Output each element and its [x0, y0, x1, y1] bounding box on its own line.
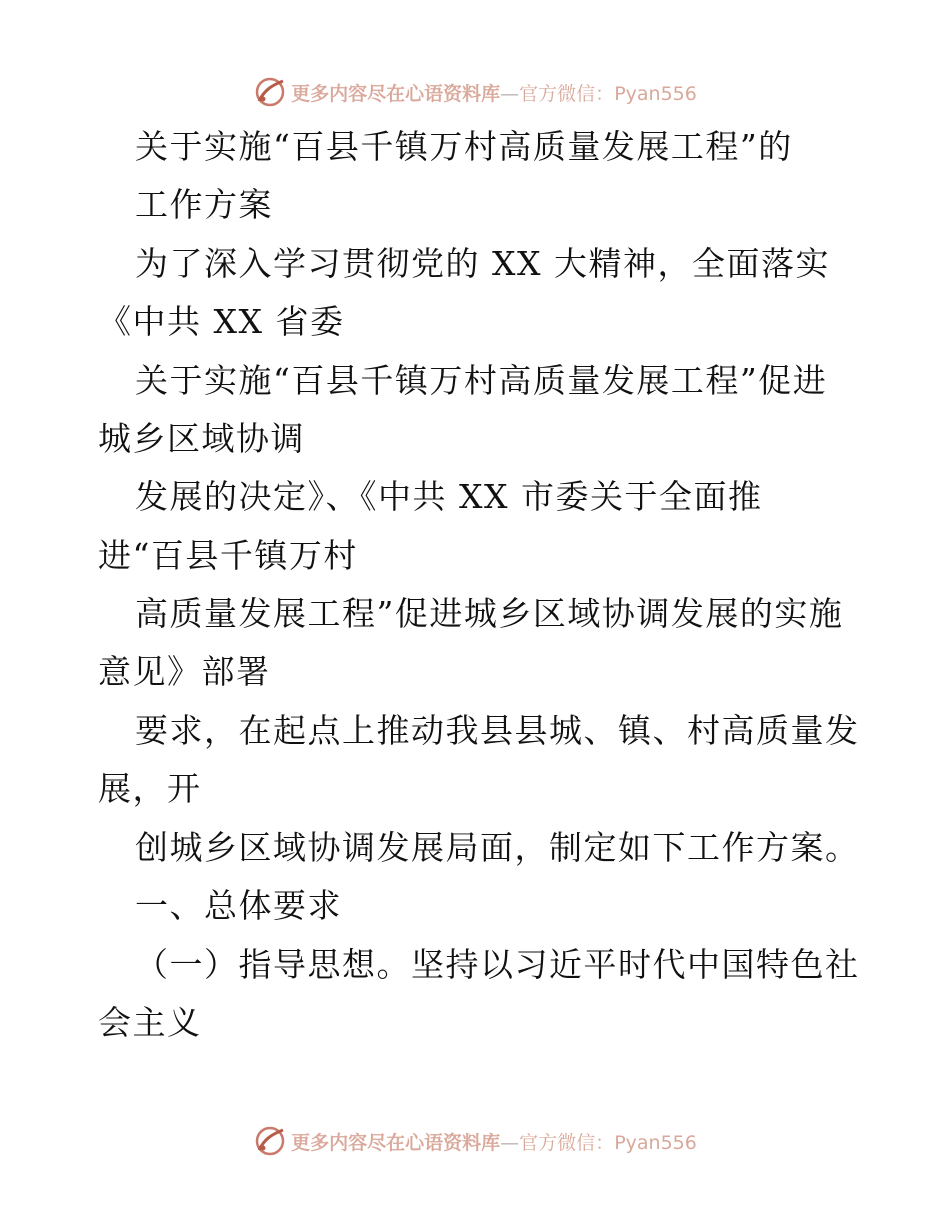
paragraph-line: 《中共 XX 省委	[98, 302, 345, 341]
watermark-separator: —	[500, 82, 520, 105]
paragraph-line: 要求，在起点上推动我县县城、镇、村高质量发	[135, 711, 860, 750]
paragraph-line: （一）指导思想。坚持以习近平时代中国特色社	[135, 945, 860, 984]
watermark-contact-id: Pyan556	[614, 82, 697, 105]
paragraph-line: 展，开	[98, 769, 202, 808]
watermark-contact-id: Pyan556	[614, 1131, 697, 1154]
watermark-text	[291, 1128, 697, 1155]
watermark-separator: —	[500, 1131, 520, 1154]
paragraph-line: 为了深入学习贯彻党的 XX 大精神，全面落实	[135, 244, 830, 283]
pen-swirl-logo-icon	[253, 75, 287, 109]
watermark-contact-label: 官方微信：	[519, 82, 615, 105]
paragraph-line: 意见》部署	[98, 652, 271, 691]
paragraph-line: 发展的决定》、《中共 XX 市委关于全面推	[135, 477, 763, 516]
document-title-line-2: 工作方案	[135, 185, 273, 224]
paragraph-line: 会主义	[98, 1003, 202, 1042]
section-heading: 一、总体要求	[135, 886, 342, 925]
footer-watermark	[0, 1121, 950, 1161]
paragraph-line: 关于实施“百县千镇万村高质量发展工程”促进	[135, 361, 828, 400]
paragraph-line: 城乡区域协调	[98, 419, 305, 458]
watermark-text	[291, 79, 697, 106]
watermark-contact-label: 官方微信：	[519, 1131, 615, 1154]
document-title-line-1: 关于实施“百县千镇万村高质量发展工程”的	[135, 127, 793, 166]
watermark-main-text: 更多内容尽在心语资料库	[291, 1131, 501, 1154]
watermark-main-text: 更多内容尽在心语资料库	[291, 82, 501, 105]
paragraph-line: 创城乡区域协调发展局面，制定如下工作方案。	[135, 828, 860, 867]
header-watermark	[0, 72, 950, 112]
paragraph-line: 进“百县千镇万村	[98, 536, 358, 575]
paragraph-line: 高质量发展工程”促进城乡区域协调发展的实施	[135, 594, 844, 633]
pen-swirl-logo-icon	[253, 1124, 287, 1158]
